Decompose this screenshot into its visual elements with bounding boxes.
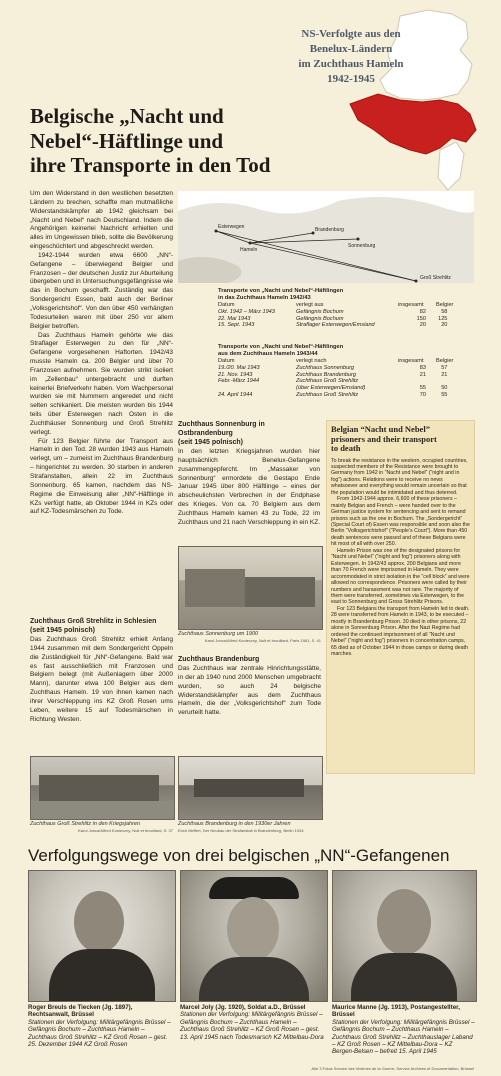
heading-line: Zuchthaus Sonnenburg in Ostbrandenburg — [178, 421, 265, 437]
table-header-row — [218, 358, 457, 365]
table-cell: 21. Nov. 1943 — [218, 371, 253, 378]
cap-shape — [209, 877, 299, 899]
shoulders-shape — [199, 957, 309, 1001]
prison-building-shape — [185, 569, 245, 607]
table-cell: 57 — [441, 364, 448, 371]
table-cell: Okt. 1942 – März 1943 — [218, 308, 275, 315]
table-header-cell: verlegt nach — [296, 358, 327, 364]
heading-line: (seit 1945 polnisch) — [178, 439, 243, 446]
sonnenburg-text: In den letzten Kriegsjahren wurden hier hauptsächlich Benelux-Gefangene zusammengepfercht. Im „Massaker von Sonnenburg“ ermordete die Gestapo Ende Januar 1945 über 800 Häftlinge – eines der abscheulichsten Verbrechen in der Endphase des Krieges. Von ca. 70 Belgiern aus dem Zuchthaus Hameln kamen 43 zu Tode, 22 im Zuchthaus und 21 nach Verschleppung in ein KZ. — [178, 448, 321, 526]
portrait-caption-joly — [180, 1004, 326, 1041]
heading-line: (seit 1945 polnisch) — [30, 627, 95, 634]
english-summary-box — [326, 420, 475, 774]
transport-table-2 — [218, 344, 474, 399]
brandenburg-credit: Erich Meffert, Der Neubau der Strafanstalt in Brandenburg, Berlin 1934 — [178, 828, 304, 833]
portrait-stations: Stationen der Verfolgung: Militärgefängnis Brüssel – Gefängnis Bochum – Zuchthaus Hameln – Zuchthaus Groß Strehlitz – KZ Groß Rosen – gest. 25. Dezember 1944 KZ Groß Rosen — [28, 1018, 171, 1049]
portrait-photo-manne — [332, 870, 477, 1002]
location-dot — [357, 238, 360, 241]
brandenburg-photo — [178, 756, 323, 820]
intro-paragraph: Für 123 Belgier führte der Transport aus Hameln in den Tod. 28 wurden 1943 aus Hameln verlegt, um – zumeist im Zuchthaus Brandenburg – hingerichtet zu werden. 30 starben in anderen Strafanstalten, allein 22 im Zuchthaus Sonnenburg. 65 kamen, nachdem das NS-Regime die Einweisung aller „NN“-Häftlinge in KZs verfügt hatte, ab Oktober 1944 in KZs oder auf KZ-Todesmärschen zu Tode. — [30, 437, 173, 516]
transport-table-1 — [218, 288, 474, 329]
map-label-gross-strehlitz: Groß Strehlitz — [420, 275, 451, 281]
table-cell: Febr.-März 1944 — [218, 378, 260, 385]
english-title-line: Belgian “Nacht und Nebel” — [331, 424, 430, 434]
map-label-hameln: Hameln — [240, 247, 258, 253]
table-cell: Gefängnis Bochum — [296, 308, 344, 315]
portrait-photo-breuls — [28, 870, 176, 1002]
table-cell: Straflager Esterwegen/Emsland — [296, 322, 375, 329]
table-header-cell: Datum — [218, 302, 235, 308]
table-cell: 24. April 1944 — [218, 391, 253, 398]
shoulders-shape — [49, 949, 155, 1001]
head-shape — [377, 889, 431, 955]
table-header-row — [218, 302, 457, 309]
table-header-cell: insgesamt — [398, 302, 424, 308]
english-title-line: prisoners and their transport — [331, 433, 437, 444]
strehlitz-heading — [30, 617, 173, 635]
map-label-sonnenburg: Sonnenburg — [348, 243, 376, 249]
table-cell: Gefängnis Bochum — [296, 315, 344, 322]
table-row — [218, 365, 457, 372]
table-cell: 50 — [441, 385, 448, 392]
table-cell: 83 — [419, 364, 426, 371]
brandenburg-caption: Zuchthaus Brandenburg in den 1930er Jahren — [178, 821, 291, 827]
table-cell: 58 — [441, 308, 448, 315]
prison-building-shape — [39, 775, 159, 801]
table-cell: 20 — [419, 322, 426, 329]
english-paragraph: For 123 Belgians the transport from Hameln led to death. 28 were transferred from Hameln in 1943, to be executed – mostly in Brandenburg Prison. 30 died in other prisons, 22 alone in Sonnenburg Prison. After the Nazi Regime had ordered the continued imprisonment of all “Nacht und Nebel” (“night and fog”) prisoners in concentration camps, 65 died as of October 1944 in those camps or during death marches. — [331, 605, 470, 658]
brandenburg-heading: Zuchthaus Brandenburg — [178, 656, 260, 663]
section-title: Verfolgungswege von drei belgischen „NN“-Gefangenen — [28, 846, 450, 865]
table-cell: 15. Sept. 1943 — [218, 322, 255, 329]
table-cell: (über Esterwegen/Emsland) — [296, 385, 366, 392]
brandenburg-section — [178, 655, 321, 718]
page-title-line: ihre Transporte in den Tod — [30, 153, 271, 177]
table-cell: 55 — [441, 391, 448, 398]
brandenburg-text: Das Zuchthaus war zentrale Hinrichtungsstätte, in der ab 1940 rund 2000 Menschen umgebracht wurden, so auch 24 belgische Widerstandskämpfer aus dem Zuchthaus Hameln, die der „Volksgerichtshof“ zum Tode verurteilt hatte. — [178, 665, 321, 717]
english-summary-text — [331, 458, 470, 658]
table-row — [218, 392, 457, 399]
portrait-stations: Stationen der Verfolgung: Militärgefängnis Brüssel – Gefängnis Bochum – Zuchthaus Hameln – Zuchthaus Groß Strehlitz – KZ Groß Rosen – gest. 13. April 1945 nach Todesmarsch KZ Mittelbau-Dora — [180, 1011, 324, 1041]
english-paragraph: To break the resistance in the western, occupied countries, suspected members of the Resistance were brought to Germany from 1942 in “Nacht und Nebel” (“night and in fog”) actions. Relations were to receive no news whatsoever and everything would remain uncertain so that the population would be intimidated and thus deterred. — [331, 457, 468, 496]
exhibition-series-title — [292, 27, 410, 87]
table-header-cell: Belgier — [436, 302, 454, 308]
intro-paragraph: 1942-1944 wurden etwa 6600 „NN“-Gefangene – überwiegend Belgier und Franzosen – der deutschen Justiz zur Aburteilung übergeben und in Untersuchungsgefängnisse wie das in Bochum geschafft. Zuständig war das Sondergericht Essen, bald auch der Berliner „Volksgerichtshof“. Von den über 450 verhängten Todesurteilen waren mit über 250 vor allem Belgier betroffen. — [30, 251, 173, 330]
intro-text — [30, 190, 173, 517]
page-title — [30, 104, 300, 178]
transport-route-map — [178, 191, 474, 283]
table-cell: 22. Mai 1943 — [218, 315, 251, 322]
sonnenburg-caption: Zuchthaus Sonnenburg um 1900 — [178, 631, 259, 637]
english-paragraph: Hameln Prison was one of the designated prisons for “Nacht und Nebel” (“night and fog”) prisoners along with Esterwegen. In 1942/43 approx. 200 Belgians and more than 70 French were imprisoned in Hameln. They were accommodated in strict isolation in the “cell block” and were allowed no correspondence. Prisoners were called by their numbers and harassment was not rare. The majority of them were transferred, sometimes via Esterwegen, to the east to Sonnenburg and Gross Strehlitz Prisons. — [331, 547, 470, 606]
table-cell: 55 — [419, 385, 426, 392]
head-shape — [74, 891, 124, 953]
table-cell: 19./20. Mai 1943 — [218, 364, 260, 371]
page-title-line: Nebel“-Häftlinge und — [30, 128, 224, 153]
table-row — [218, 385, 457, 392]
intro-paragraph: Um den Widerstand in den westlichen besetzten Ländern zu brechen, schaffte man mutmaßliche Widerstandskämpfer ab 1942 gleichsam bei „Nacht und Nebel“ nach Deutschland. Indem die Angehörigen keinerlei Nachricht erhielten und alles im Ungewissen blieb, sollte die Bevölkerung eingeschüchtert und abgeschreckt werden. — [30, 190, 173, 251]
table-cell: Zuchthaus Groß Strehlitz — [296, 391, 359, 398]
portrait-name: Maurice Manne (Jg. 1913), Postangestellter, Brüssel — [332, 1004, 460, 1019]
table-row — [218, 316, 457, 323]
table-cell: 21 — [441, 371, 448, 378]
strehlitz-credit: Karol Jonca/Alfred Konieczny, Nuit et brouillard, S. 37 — [78, 828, 173, 833]
portrait-caption-breuls — [28, 1004, 174, 1048]
table-cell — [398, 378, 436, 385]
prison-building-shape — [194, 779, 304, 797]
table-row — [218, 309, 457, 316]
header-title-line: Benelux-Ländern — [309, 43, 393, 55]
page-title-line: Belgische „Nacht und — [30, 104, 224, 128]
yard-shape — [31, 801, 174, 819]
table-cell — [436, 378, 457, 385]
table-title-line: aus dem Zuchthaus Hameln 1943/44 — [218, 351, 318, 357]
table-cell: 125 — [438, 315, 448, 322]
intro-paragraph: Das Zuchthaus Hameln gehörte wie das Straflager Esterwegen zu den für „NN“-Gefangene vorgesehenen Haftorten. 1942/43 musste Hameln ca. 200 Belgier und über 70 Franzosen aufnehmen. Sie wurden strikt isoliert im „Zellenbau“ untergebracht und durften keinerlei Briefverkehr haben. Vom Wachpersonal wurden sie mit Nummern angeredet und nicht selten schikaniert. Die meisten wurden bis 1944 teils über Esterwegen nach Osten in die Zuchthäuser Sonnenburg und Groß Strehlitz verlegt. — [30, 331, 173, 436]
header-title-line: im Zuchthaus Hameln — [298, 58, 404, 70]
footer-credit: Alle 3 Fotos Service des Victimes de la Guerre, Service Archives et Documentation, Brüssel — [311, 1066, 474, 1071]
portrait-stations: Stationen der Verfolgung: Militärgefängnis Brüssel – Gefängnis Bochum – Zuchthaus Hameln – Zuchthaus Groß Strehlitz – Zuchthauslager Laband – KZ Groß Rosen – KZ Mittelbau-Dora – KZ Bergen-Belsen – befreit 15. April 1945 — [332, 1018, 475, 1056]
table-title-line: Transporte von „Nacht und Nebel“-Häftlingen — [218, 344, 344, 350]
table-header-cell: Belgier — [436, 358, 454, 364]
portrait-name: Marcel Joly (Jg. 1920), Soldat a.D., Brüssel — [180, 1004, 306, 1011]
portrait-photo-joly — [180, 870, 328, 1002]
table-cell: 70 — [419, 391, 426, 398]
head-shape — [227, 897, 279, 961]
table — [218, 302, 457, 329]
sonnenburg-photo — [178, 546, 323, 630]
table-row — [218, 322, 457, 329]
prison-building-shape — [245, 577, 315, 607]
table-cell: 150 — [416, 315, 426, 322]
table-cell: 20 — [441, 322, 448, 329]
map-label-esterwegen: Esterwegen — [218, 224, 245, 230]
english-title-line: to death — [331, 443, 361, 453]
table-title — [218, 344, 474, 358]
sonnenburg-heading — [178, 420, 320, 447]
heading-line: Zuchthaus Groß Strehlitz in Schlesien — [30, 618, 157, 625]
table-cell: Zuchthaus Brandenburg — [296, 371, 357, 378]
strehlitz-text: Das Zuchthaus Groß Strehlitz erhielt Anfang 1944 zusammen mit dem Sondergericht Oppeln die Zuständigkeit für „NN“-Gefangene. Bald war es fast ausschließlich mit Franzosen und Belgiern belegt (mit Außenlagern über 2000 Mann), darunter etwa 100 Belgier aus dem Zuchthaus Hameln. 19 von ihnen kamen nach ihrer Verschleppung ins KZ Groß Rosen ums Leben, weitere 15 auf Todesmärschen in Richtung Westen. — [30, 636, 173, 723]
location-dot — [249, 242, 252, 245]
table-cell — [218, 385, 296, 392]
sonnenburg-credit: Karol Jonca/Alfred Konieczny, Nuit et brouillard, Paris 1981, S. 41 — [204, 638, 321, 643]
sonnenburg-section — [178, 420, 320, 528]
table — [218, 358, 457, 399]
english-summary-title — [331, 425, 470, 454]
shoulders-shape — [351, 953, 457, 1001]
table-cell: Zuchthaus Groß Strehlitz — [296, 378, 359, 385]
map-label-brandenburg: Brandenburg — [315, 227, 344, 233]
location-dot — [415, 280, 418, 283]
header-title-line: 1942-1945 — [327, 73, 375, 85]
table-header-cell: insgesamt — [398, 358, 424, 364]
table-header-cell: Datum — [218, 358, 235, 364]
portrait-caption-manne — [332, 1004, 475, 1056]
table-row — [218, 372, 457, 379]
table-row — [218, 378, 457, 385]
table-cell: 82 — [419, 308, 426, 315]
strehlitz-caption: Zuchthaus Groß Strehlitz in den Kriegsjahren — [30, 821, 141, 827]
table-cell: 21 — [419, 371, 426, 378]
english-paragraph: From 1942-1944 approx. 6,600 of these prisoners – mainly Belgian and French – were handed over to the German justice system for sentencing and sent to remand prisons such as the one in Bochum. The „Sondergericht“ (Special Court of) Essen was responsible and soon also the Berlin “Volksgerichtshof” (“People’s Court”). More than 450 death sentences were passed and of these Belgians were hit most of all with over 250. — [331, 496, 470, 548]
strehlitz-photo — [30, 756, 175, 820]
portrait-name: Roger Breuls de Tiecken (Jg. 1897), Rechtsanwalt, Brüssel — [28, 1004, 133, 1019]
table-title-line: in das Zuchthaus Hameln 1942/43 — [218, 295, 311, 301]
table-title-line: Transporte von „Nacht und Nebel“-Häftlingen — [218, 288, 344, 294]
table-title — [218, 288, 474, 302]
table-cell: Zuchthaus Sonnenburg — [296, 364, 355, 371]
luxembourg-shape — [438, 142, 464, 190]
header-title-line: NS-Verfolgte aus den — [301, 28, 401, 40]
strehlitz-section — [30, 617, 173, 724]
table-header-cell: verlegt aus — [296, 302, 324, 308]
